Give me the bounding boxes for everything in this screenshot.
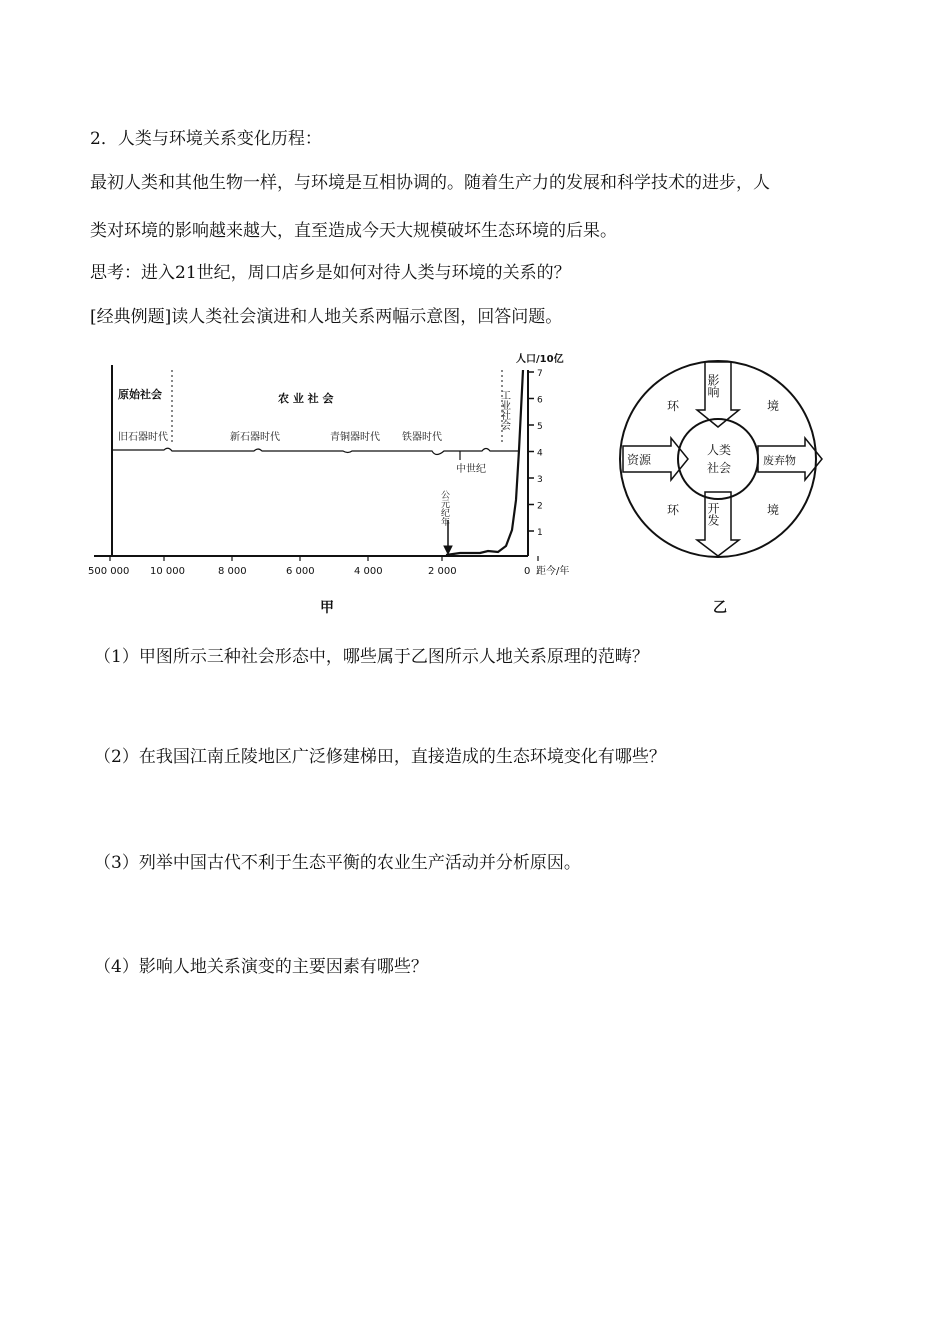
x-tick-label: 8 000 bbox=[218, 566, 247, 577]
y-axis-title: 人口/10亿 bbox=[516, 354, 564, 365]
center-line-2: 社会 bbox=[707, 461, 732, 475]
x-tick-label: 10 000 bbox=[150, 566, 185, 577]
section-heading: 2．人类与环境关系变化历程： bbox=[90, 129, 322, 149]
caption-yi: 乙 bbox=[713, 600, 727, 616]
figure-jia bbox=[88, 350, 598, 620]
x-tick-label: 0 bbox=[524, 566, 531, 577]
era-neolithic: 新石器时代 bbox=[230, 432, 280, 443]
x-tick-label: 2 000 bbox=[428, 566, 457, 577]
y-tick-label: 3 bbox=[537, 475, 543, 485]
population-curve bbox=[446, 370, 523, 555]
arrow-bottom-label: 开发 bbox=[706, 502, 720, 526]
example-intro: [经典例题]读人类社会演进和人地关系两幅示意图，回答问题。 bbox=[90, 307, 563, 327]
x-tick-label: 6 000 bbox=[286, 566, 315, 577]
arrow-left-label: 资源 bbox=[627, 453, 652, 467]
y-tick-label: 7 bbox=[537, 369, 543, 379]
ring-top-right: 境 bbox=[767, 399, 780, 413]
era-medieval: 中世纪 bbox=[456, 464, 486, 475]
caption-jia: 甲 bbox=[320, 600, 334, 616]
ring-bottom-left: 环 bbox=[667, 503, 680, 517]
inner-circle bbox=[678, 419, 758, 499]
question-2: （2）在我国江南丘陵地区广泛修建梯田，直接造成的生态环境变化有哪些？ bbox=[94, 747, 666, 767]
x-tick-label: 500 000 bbox=[88, 566, 130, 577]
era-line bbox=[112, 448, 520, 460]
thinking-question: 思考：进入21世纪，周口店乡是如何对待人类与环境的关系的？ bbox=[90, 263, 571, 283]
y-tick-label: 4 bbox=[537, 448, 543, 459]
ring-bottom-right: 境 bbox=[767, 503, 780, 517]
arrow-top-label: 影响 bbox=[706, 374, 720, 398]
x-tick-labels bbox=[88, 556, 538, 577]
center-line-1: 人类 bbox=[707, 443, 732, 457]
era-iron: 铁器时代 bbox=[402, 432, 442, 443]
question-1: （1）甲图所示三种社会形态中，哪些属于乙图所示人地关系原理的范畴？ bbox=[94, 647, 649, 667]
y-tick-label: 1 bbox=[537, 528, 543, 538]
y-tick-label: 6 bbox=[537, 395, 543, 406]
x-tick-label: 4 000 bbox=[354, 566, 383, 577]
era-paleolithic: 旧石器时代 bbox=[118, 432, 168, 443]
paragraph-line-1: 最初人类和其他生物一样，与环境是互相协调的。随着生产力的发展和科学技术的进步，人 bbox=[90, 173, 770, 193]
ring-top-left: 环 bbox=[667, 399, 680, 413]
paragraph-line-2: 类对环境的影响越来越大，直至造成今天大规模破坏生态环境的后果。 bbox=[90, 221, 617, 241]
y-tick-label: 2 bbox=[537, 501, 543, 512]
y-tick-labels bbox=[528, 369, 543, 538]
society-agricultural: 农 业 社 会 bbox=[278, 392, 334, 405]
figure-yi bbox=[615, 352, 840, 622]
era-ad: 公元纪年 bbox=[439, 490, 449, 526]
society-primitive: 原始社会 bbox=[118, 388, 162, 401]
society-industrial: 工业社会 bbox=[498, 390, 510, 430]
question-4: （4）影响人地关系演变的主要因素有哪些？ bbox=[94, 957, 428, 977]
arrow-right-label: 废弃物 bbox=[763, 454, 796, 467]
ad-arrow-head bbox=[444, 546, 452, 554]
y-tick-label: 5 bbox=[537, 422, 543, 432]
era-bronze: 青铜器时代 bbox=[330, 432, 380, 443]
question-3: （3）列举中国古代不利于生态平衡的农业生产活动并分析原因。 bbox=[94, 853, 581, 873]
x-axis-title: 距今/年 bbox=[536, 566, 570, 577]
